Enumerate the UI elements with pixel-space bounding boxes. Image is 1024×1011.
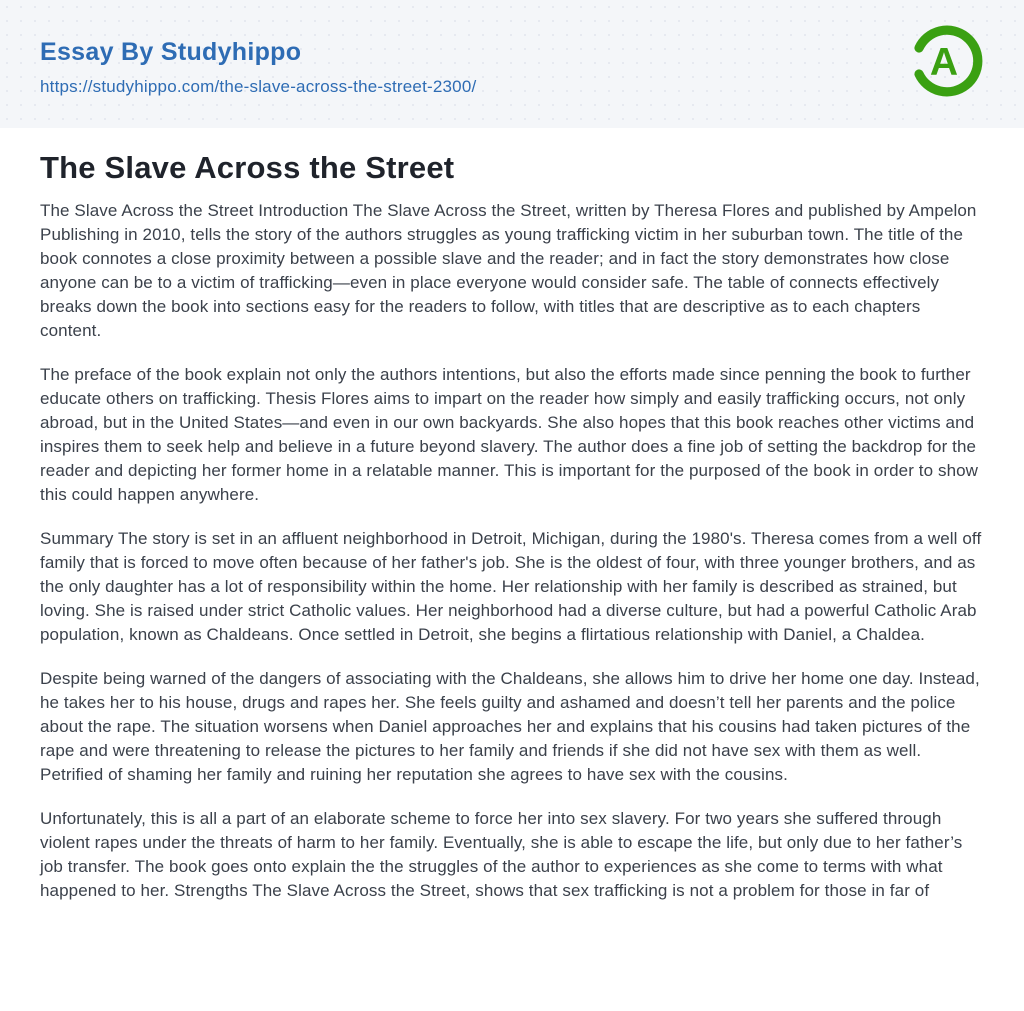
essay-paragraph-4: Despite being warned of the dangers of associating with the Chaldeans, she allows him to drive her home one day. Instead, he takes her to his house, drugs and rapes her. She feels guilty and ashamed and doesn’t tell her parents and the police about the rape. The situation worsens when Daniel approaches her and explains that his cousins had taken pictures of the rape and were threatening to release the pictures to her family and friends if she did not have sex with them as well. Petrified of shaming her family and ruining her reputation she agrees to have sex with the cousins. — [40, 669, 980, 784]
essay-content — [0, 128, 1024, 903]
essay-paragraph-1: The Slave Across the Street Introduction The Slave Across the Street, written by Theresa Flores and published by Ampelon Publishing in 2010, tells the story of the authors struggles as young trafficking victim in her suburban town. The title of the book connotes a close proximity between a possible slave and the reader; and in fact the story demonstrates how close anyone can be to a victim of trafficking—even in place everyone would consider safe. The table of connects effectively breaks down the book into sections easy for the readers to follow, with titles that are descriptive as to each chapters content. — [40, 201, 977, 340]
essay-paragraph-5: Unfortunately, this is all a part of an elaborate scheme to force her into sex slavery. For two years she suffered through violent rapes under the threats of harm to her family. Eventually, she is able to escape the life, but only due to her father’s job transfer. The book goes onto explain the the struggles of the author to experiences as she come to terms with what happened to her. Strengths The Slave Across the Street, shows that sex trafficking is not a problem for those in far of — [40, 809, 963, 900]
logo-letter: A — [929, 40, 959, 84]
page-title: Essay By Studyhippo — [40, 37, 302, 66]
studyhippo-logo — [910, 24, 984, 98]
header — [0, 0, 1024, 128]
essay-title: The Slave Across the Street — [40, 150, 455, 185]
source-url-link[interactable]: https://studyhippo.com/the-slave-across-the-street-2300/ — [40, 76, 477, 96]
header-text-block — [40, 32, 476, 97]
essay-paragraph-3: Summary The story is set in an affluent neighborhood in Detroit, Michigan, during the 1980's. Theresa comes from a well off family that is forced to move often because of her father's job. She is the oldest of four, with three younger brothers, and as the only daughter has a lot of responsibility within the home. Her relationship with her family is described as strained, but loving. She is raised under strict Catholic values. Her neighborhood had a diverse culture, but had a powerful Catholic Arab population, known as Chaldeans. Once settled in Detroit, she begins a flirtatious relationship with Daniel, a Chaldea. — [40, 529, 982, 644]
essay-paragraph-2: The preface of the book explain not only the authors intentions, but also the efforts made since penning the book to further educate others on trafficking. Thesis Flores aims to impart on the reader how simply and easily trafficking occurs, not only abroad, but in the United States—and even in our own backyards. She also hopes that this book reaches other victims and inspires them to seek help and believe in a future beyond slavery. The author does a fine job of setting the backdrop for the reader and depicting her former home in a relatable manner. This is important for the purposed of the book in order to show this could happen anywhere. — [40, 365, 979, 504]
logo-arc-icon — [910, 24, 984, 98]
